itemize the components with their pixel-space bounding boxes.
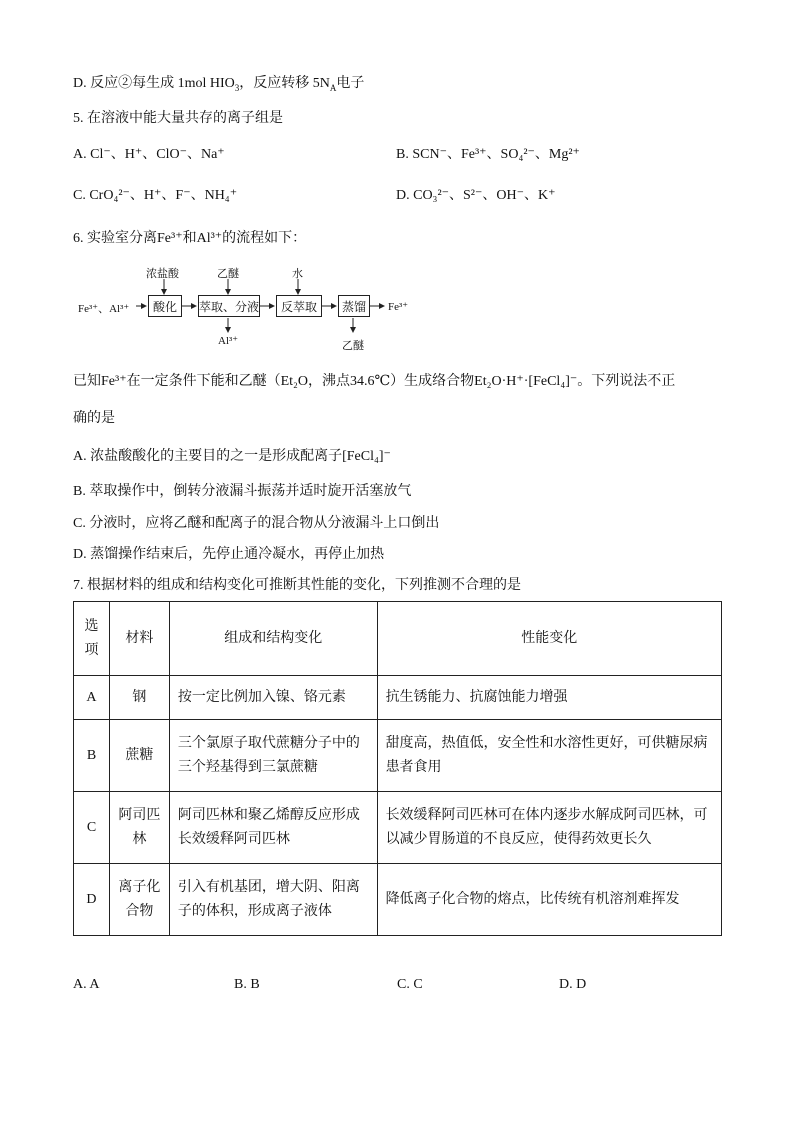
table-cell: 蔗糖 [109, 720, 169, 792]
q5-option-b[interactable]: B. SCN⁻、Fe³⁺、SO₄²⁻、Mg²⁺ [396, 147, 580, 162]
header-structure-change: 组成和结构变化 [169, 602, 377, 676]
q7-option-c[interactable]: C. C [397, 977, 423, 992]
flow-step-distill: 蒸馏 [338, 295, 370, 317]
table-cell: 钢 [109, 676, 169, 720]
flow-output-fe: Fe³⁺ [388, 301, 409, 313]
q5-option-c[interactable]: C. CrO₄²⁻、H⁺、F⁻、NH₄⁺ [73, 188, 238, 203]
header-material: 材料 [109, 602, 169, 676]
table-cell: 阿司匹林 [109, 792, 169, 864]
table-cell: D [74, 864, 110, 936]
header-property-change: 性能变化 [377, 602, 721, 676]
table-cell: 离子化合物 [109, 864, 169, 936]
table-row [74, 720, 722, 792]
table-cell: 降低离子化合物的熔点，比传统有机溶剂难挥发 [377, 864, 721, 936]
header-option: 选项 [74, 602, 110, 676]
table-cell: A [74, 676, 110, 720]
q5-option-d[interactable]: D. CO₃²⁻、S²⁻、OH⁻、K⁺ [396, 188, 556, 203]
q6-flow-diagram [78, 262, 418, 352]
q5-stem: 5. 在溶液中能大量共存的离子组是 [73, 111, 283, 126]
flow-output-al: Al³⁺ [218, 335, 239, 347]
table-cell: 三个氯原子取代蔗糖分子中的三个羟基得到三氯蔗糖 [169, 720, 377, 792]
flow-reagent-water: 水 [292, 268, 303, 280]
table-cell: B [74, 720, 110, 792]
flow-step-back-extract: 反萃取 [276, 295, 322, 317]
q6-option-d[interactable]: D. 蒸馏操作结束后，先停止通冷凝水，再停止加热 [73, 547, 385, 562]
q7-option-d[interactable]: D. D [559, 977, 587, 992]
q6-option-a[interactable]: A. 浓盐酸酸化的主要目的之一是形成配离子[FeCl₄]⁻ [73, 449, 391, 464]
table-cell: 甜度高，热值低，安全性和水溶性更好，可供糖尿病患者食用 [377, 720, 721, 792]
q4-option-d: D. 反应②每生成 1mol $HIO_3$，反应转移 $5N_A$电子 [73, 76, 365, 93]
table-row [74, 864, 722, 936]
q6-option-b[interactable]: B. 萃取操作中，倒转分液漏斗振荡并适时旋开活塞放气 [73, 484, 412, 499]
q6-stem: 6. 实验室分离Fe³⁺和Al³⁺的流程如下： [73, 231, 307, 246]
table-cell: 按一定比例加入镍、铬元素 [169, 676, 377, 720]
table-cell: 引入有机基团，增大阴、阳离子的体积，形成离子液体 [169, 864, 377, 936]
q7-stem: 7. 根据材料的组成和结构变化可推断其性能的变化，下列推测不合理的是 [73, 578, 521, 593]
flow-reagent-ether: 乙醚 [217, 268, 239, 280]
table-cell: C [74, 792, 110, 864]
table-row [74, 676, 722, 720]
flow-step-extract: 萃取、分液 [198, 295, 260, 317]
q6-option-c[interactable]: C. 分液时，应将乙醚和配离子的混合物从分液漏斗上口倒出 [73, 516, 440, 531]
table-row [74, 792, 722, 864]
q7-option-a[interactable]: A. A [73, 977, 100, 992]
q6-info-line2: 确的是 [73, 411, 115, 426]
table-cell: 抗生锈能力、抗腐蚀能力增强 [377, 676, 721, 720]
flow-input: Fe³⁺、Al³⁺ [78, 303, 130, 315]
flow-reagent-hcl: 浓盐酸 [146, 268, 179, 280]
table-cell: 长效缓释阿司匹林可在体内逐步水解成阿司匹林，可以减少胃肠道的不良反应，使得药效更长久 [377, 792, 721, 864]
q7-option-b[interactable]: B. B [234, 977, 260, 992]
flow-step-acidify: 酸化 [148, 295, 182, 317]
q6-info-line1: 已知Fe³⁺在一定条件下能和乙醚（Et₂O，沸点34.6℃）生成络合物Et₂O·H⁺·[FeCl₄]⁻。下列说法不正 [73, 374, 676, 389]
flow-output-ether: 乙醚 [342, 340, 364, 352]
table-header-row [74, 602, 722, 676]
table-cell: 阿司匹林和聚乙烯醇反应形成长效缓释阿司匹林 [169, 792, 377, 864]
q7-table [73, 601, 722, 936]
q5-option-a[interactable]: A. Cl⁻、H⁺、ClO⁻、Na⁺ [73, 147, 225, 162]
